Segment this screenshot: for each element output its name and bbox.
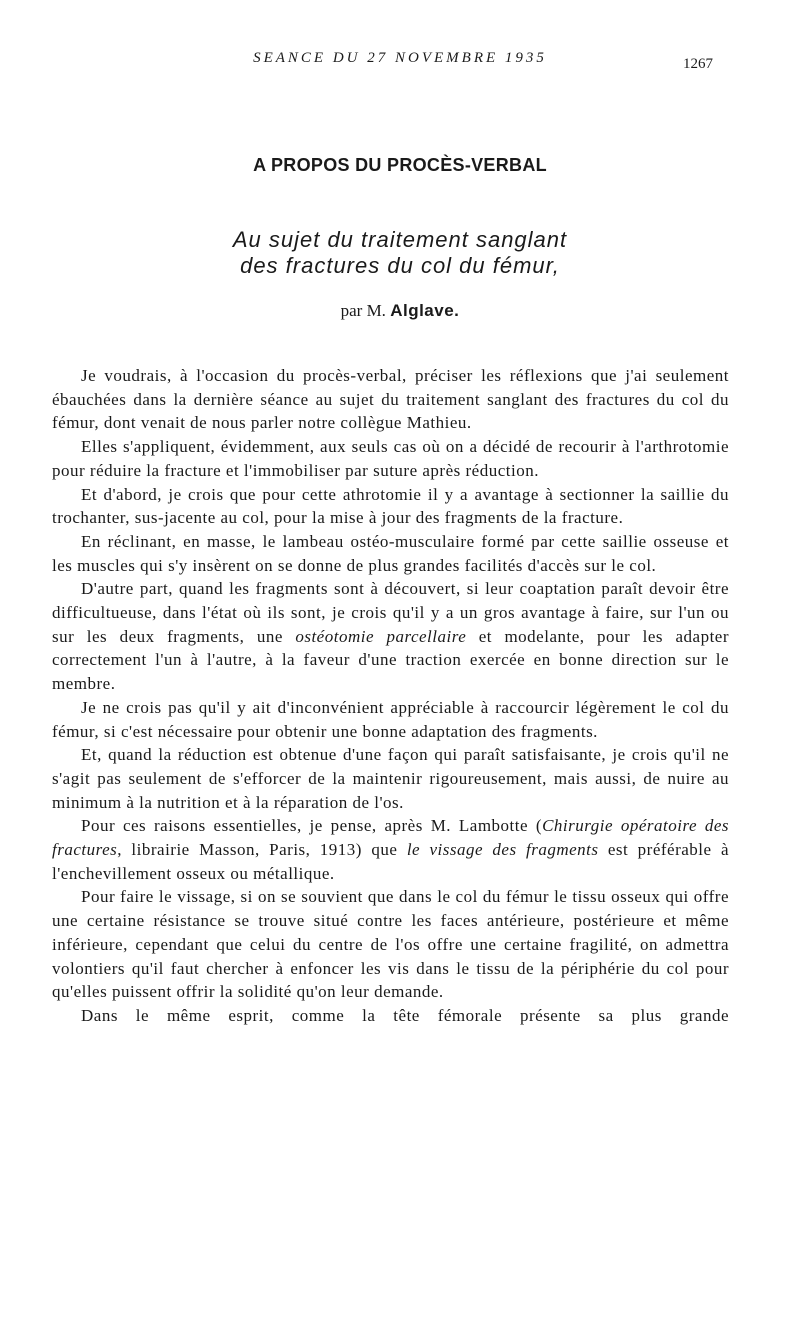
paragraph-9: Pour faire le vissage, si on se souvient que dans le col du fémur le tissu osseux qui offre une certaine résistance se trouve situé contre les faces antérieure, postérieure et même inférieure, cependant que celui du centre de l'os offre une certaine fragilité, on admettra volontiers qu'il faut chercher à enfoncer les vis dans le tissu de la périphérie du col pour qu'elles puissent offrir la solidité qu'on leur demande.	[52, 887, 729, 1002]
paragraph-4: En réclinant, en masse, le lambeau ostéo-musculaire formé par cette saillie osseuse et les muscles qui s'y insèrent on se donne de plus grandes facilités d'accès sur le col.	[52, 531, 729, 575]
byline-author: Alglave.	[390, 301, 460, 320]
paragraph-6: Je ne crois pas qu'il y ait d'inconvénient appréciable à raccourcir légèrement le col du fémur, si c'est nécessaire pour obtenir une bonne adaptation des fragments.	[52, 697, 729, 741]
running-head: SEANCE DU 27 NOVEMBRE 1935	[253, 50, 547, 66]
byline	[0, 301, 800, 321]
article-title	[0, 227, 800, 279]
article-title-line-1: Au sujet du traitement sanglant	[232, 227, 568, 252]
paragraph-7: Et, quand la réduction est obtenue d'une façon qui paraît satisfaisante, je crois qu'il ne s'agit pas seulement de s'efforcer de la maintenir rigoureusement, mais aussi, de nuire au minimum à la nutrition et à la réparation de l'os.	[52, 745, 729, 812]
paragraph-5-text-a: D'autre part, quand les fragments sont à découvert, si leur coaptation paraît devoir être difficultueuse, dans l'état où ils sont, je crois qu'il y a un gros avantage à faire, sur l'un ou sur les deux fragments, une	[52, 579, 729, 646]
paragraph-8-text-e: est préférable à l'enchevillement osseux ou métallique.	[52, 840, 729, 883]
byline-prefix: par M.	[340, 301, 386, 320]
paragraph-8-text-c: , librairie Masson, Paris, 1913) que	[117, 840, 407, 860]
paragraph-5-italic: ostéotomie parcellaire	[295, 626, 467, 646]
paragraph-8-italic: le vissage des fragments	[406, 840, 599, 860]
paragraph-8	[52, 814, 729, 885]
article-title-line-2: des fractures du col du fémur,	[240, 253, 560, 278]
paragraph-10: Dans le même esprit, comme la tête fémorale présente sa plus grande	[81, 1005, 729, 1025]
section-title: A PROPOS DU PROCÈS-VERBAL	[253, 155, 547, 175]
paragraph-1: Je voudrais, à l'occasion du procès-verbal, préciser les réflexions que j'ai seulement ébauchées dans la dernière séance au sujet du traitement sanglant des fractures du col du fémur, dont venait de nous parler notre collègue Mathieu.	[52, 366, 729, 433]
article-body	[52, 364, 729, 1028]
paragraph-8-text-a: Pour ces raisons essentielles, je pense, après M. Lambotte (	[81, 816, 543, 836]
paragraph-5-text-c: et modelante, pour les adapter correctement l'un à l'autre, à la faveur d'une traction exercée en bonne direction sur le membre.	[52, 626, 729, 694]
paragraph-5	[52, 577, 729, 696]
paragraph-3: Et d'abord, je crois que pour cette athrotomie il y a avantage à sectionner la saillie du trochanter, sus-jacente au col, pour la mise à jour des fragments de la fracture.	[52, 484, 729, 528]
paragraph-8-citation: Chirurgie opératoire des fractures	[52, 816, 730, 860]
paragraph-2: Elles s'appliquent, évidemment, aux seuls cas où on a décidé de recourir à l'arthrotomie pour réduire la fracture et l'immobiliser par suture après réduction.	[52, 437, 729, 480]
page-number: 1267	[683, 56, 713, 72]
